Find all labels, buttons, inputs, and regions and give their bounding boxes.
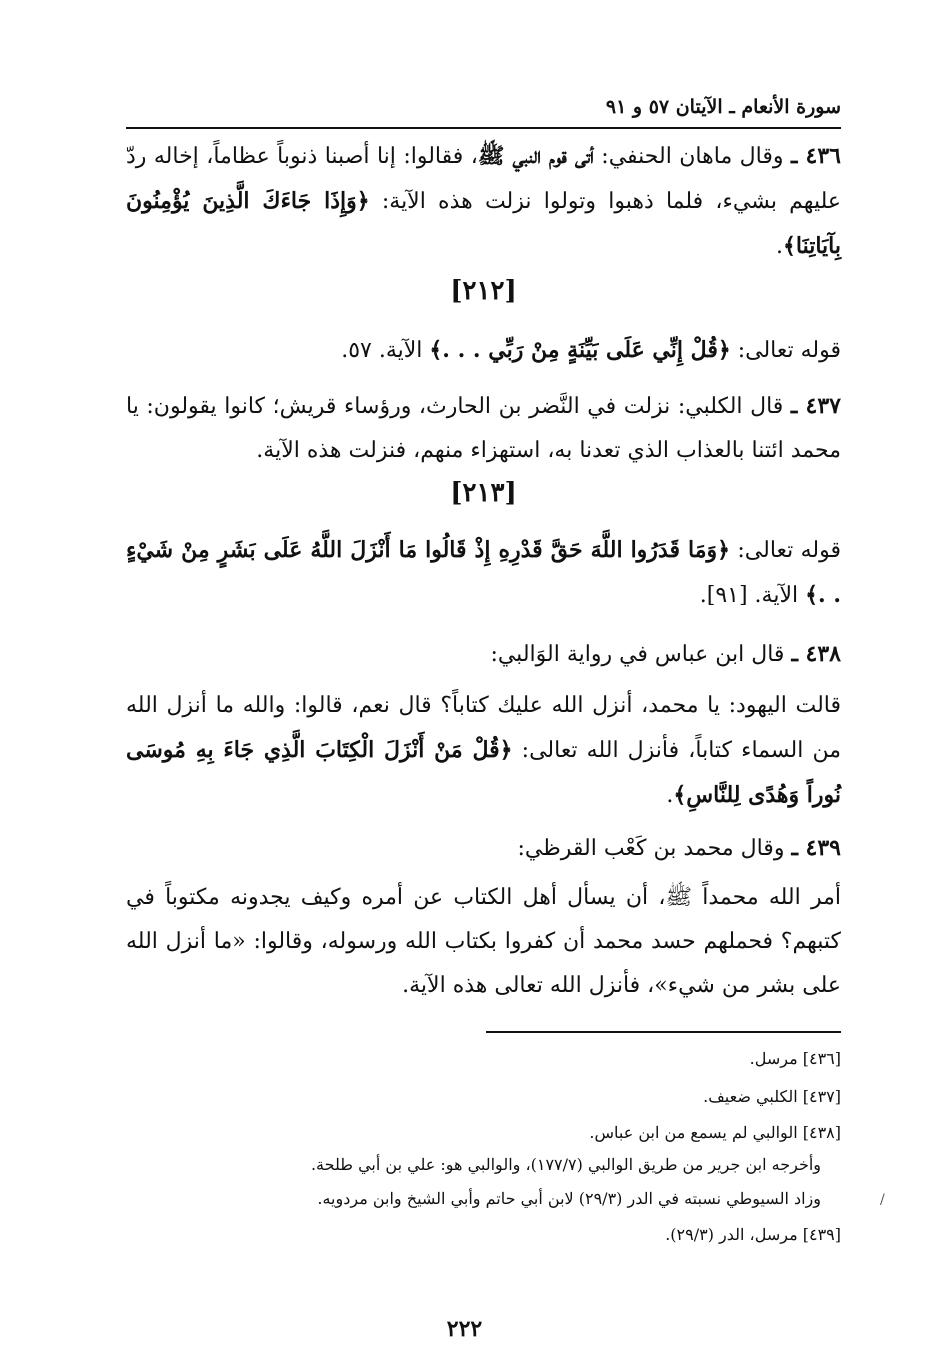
quran-verse: ﴿قُلْ مَنْ أَنْزَلَ الْكِتَابَ الَّذِي جَاءَ بِهِ مُوسَى نُوراً وَهُدًى لِلنَّاسِ﴾ bbox=[126, 737, 841, 808]
narration-number: ٤٣٦ ـ bbox=[790, 143, 841, 169]
footnote-438-continuation: وزاد السيوطي نسبته في الدر (٢٩/٣) لابن أبي حاتم وأبي الشيخ وابن مردويه. bbox=[317, 1189, 821, 1208]
narration-text: وقال محمد بن كَعْب القرظي: bbox=[517, 836, 792, 861]
verse-heading-213 bbox=[126, 528, 841, 618]
narration-number: ٤٣٧ ـ bbox=[790, 393, 841, 419]
footnote-436: [٤٣٦] مرسل. bbox=[749, 1049, 841, 1068]
narration-text: ، فقالوا: إنا أصبنا ذنوباً عظاماً، إخاله ردّ عليهم بشيء، فلما ذهبوا وتولوا نزلت هذه الآية: bbox=[126, 144, 841, 214]
narration-text: قال ابن عباس في رواية الوَالبي: bbox=[490, 642, 792, 667]
narration-439-intro bbox=[126, 826, 841, 871]
footnote-rule bbox=[486, 1031, 841, 1033]
narration-438-body bbox=[126, 684, 841, 818]
narration-text: قال الكلبي: نزلت في النَّضر بن الحارث، ورؤساء قريش؛ كانوا يقولون: يا محمد ائتنا بالعذاب الذي تعدنا به، استهزاء منهم، فنزلت هذه الآية. bbox=[126, 394, 841, 463]
quran-verse: ﴿وَمَا قَدَرُوا اللَّهَ حَقَّ قَدْرِهِ إِذْ قَالُوا مَا أَنْزَلَ اللَّهُ عَلَى بَشَرٍ مِنْ شَيْءٍ . .﴾ bbox=[126, 537, 841, 608]
footnote-437: [٤٣٧] الكلبي ضعيف. bbox=[703, 1087, 841, 1106]
narration-436 bbox=[126, 134, 841, 269]
margin-mark: / bbox=[880, 1192, 885, 1208]
section-number-212: [٢١٢] bbox=[450, 276, 517, 306]
footnote-438-continuation: وأخرجه ابن جرير من طريق الوالبي (١٧٧/٧)، والوالبي هو: علي بن أبي طلحة. bbox=[310, 1155, 821, 1174]
narration-number: ٤٣٨ ـ bbox=[791, 641, 841, 667]
footnote-438: [٤٣٨] الوالبي لم يسمع من ابن عباس. bbox=[589, 1123, 841, 1142]
narration-bold-text: أتى قوم النبي ﷺ bbox=[477, 143, 594, 169]
quran-verse: ﴿قُلْ إِنِّي عَلَى بَيِّنَةٍ مِنْ رَبِّي . . .﴾ bbox=[429, 337, 731, 363]
verse-reference: الآية. ٥٧. bbox=[341, 338, 430, 363]
narration-text: قالت اليهود: يا محمد، أنزل الله عليك كتاباً؟ قال نعم، قالوا: والله ما أنزل الله من السماء كتاباً، فأنزل الله تعالى: bbox=[126, 693, 841, 763]
footnote-439: [٤٣٩] مرسل، الدر (٢٩/٣). bbox=[665, 1225, 841, 1244]
narration-438-intro bbox=[126, 632, 841, 677]
narration-text: أمر الله محمداً ﷺ، أن يسأل أهل الكتاب عن أمره وكيف يجدونه مكتوباً في كتبهم؟ فحملهم حسد محمد أن كفروا بكتاب الله ورسوله، وقالوا: «ما أنزل الله على بشر من شيء»، فأنزل الله تعالى هذه الآية. bbox=[126, 885, 841, 998]
narration-439-body bbox=[126, 876, 841, 1008]
section-number-213: [٢١٣] bbox=[450, 478, 517, 508]
narration-text: وقال ماهان الحنفي: bbox=[593, 144, 791, 169]
narration-437 bbox=[126, 384, 841, 473]
punctuation: . bbox=[666, 783, 674, 808]
verse-heading-212 bbox=[126, 328, 841, 373]
page-number: ٢٢٢ bbox=[446, 1316, 483, 1342]
verse-intro: قوله تعالى: bbox=[730, 338, 841, 363]
verse-intro: قوله تعالى: bbox=[730, 538, 841, 563]
header-rule bbox=[126, 127, 841, 129]
running-header: سورة الأنعام ـ الآيتان ٥٧ و ٩١ bbox=[605, 96, 841, 118]
punctuation: . bbox=[775, 234, 783, 259]
verse-reference: الآية. [٩١]. bbox=[699, 583, 806, 608]
narration-number: ٤٣٩ ـ bbox=[791, 835, 841, 861]
quran-verse: ﴿وَإِذَا جَاءَكَ الَّذِينَ يُؤْمِنُونَ بِآيَاتِنَا﴾ bbox=[126, 188, 841, 259]
